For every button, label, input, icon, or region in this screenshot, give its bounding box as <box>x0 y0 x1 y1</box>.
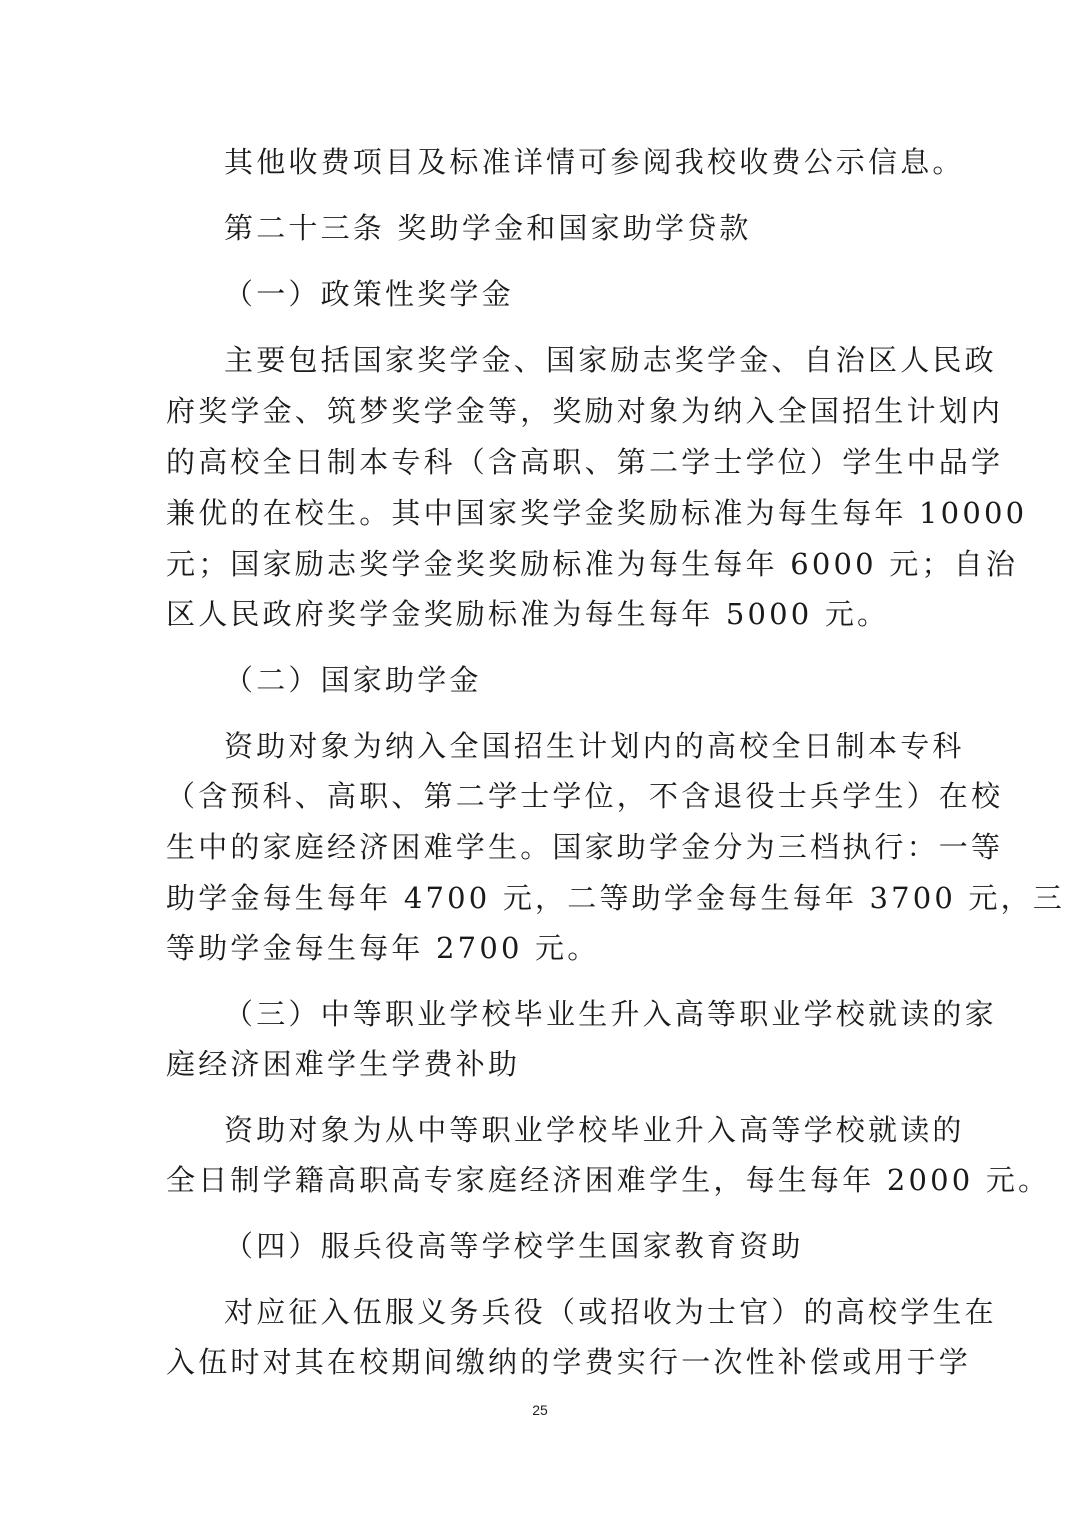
section-heading: （四）服兵役高等学校学生国家教育资助 <box>224 1229 804 1263</box>
text-line: 助学金每生每年 4700 元，二等助学金每生每年 3700 元，三 <box>166 881 1066 915</box>
section-heading: （三）中等职业学校毕业生升入高等职业学校就读的家 <box>224 997 997 1031</box>
text-line: 兼优的在校生。其中国家奖学金奖励标准为每生每年 10000 <box>166 496 1028 530</box>
text-line: 等助学金每生每年 2700 元。 <box>166 931 600 965</box>
text-line: 元；国家励志奖学金奖奖励标准为每生每年 6000 元；自治 <box>166 547 1019 581</box>
text-line: 主要包括国家奖学金、国家励志奖学金、自治区人民政 <box>224 343 997 377</box>
text-line: 其他收费项目及标准详情可参阅我校收费公示信息。 <box>224 145 965 179</box>
text-line: 全日制学籍高职高专家庭经济困难学生，每生每年 2000 元。 <box>166 1163 1051 1197</box>
text-line: （含预科、高职、第二学士学位，不含退役士兵学生）在校 <box>166 779 1004 813</box>
section-heading: （一）政策性奖学金 <box>224 277 514 311</box>
article-heading: 第二十三条 奖助学金和国家助学贷款 <box>224 211 752 245</box>
text-line: 区人民政府奖学金奖励标准为每生每年 5000 元。 <box>166 597 890 631</box>
text-line: 府奖学金、筑梦奖学金等，奖励对象为纳入全国招生计划内 <box>166 394 1004 428</box>
text-line: 生中的家庭经济困难学生。国家助学金分为三档执行：一等 <box>166 830 1004 864</box>
section-heading: （二）国家助学金 <box>224 663 482 697</box>
text-line: 资助对象为纳入全国招生计划内的高校全日制本专科 <box>224 729 965 763</box>
text-line: 对应征入伍服义务兵役（或招收为士官）的高校学生在 <box>224 1295 997 1329</box>
text-line: 的高校全日制本专科（含高职、第二学士学位）学生中品学 <box>166 445 1004 479</box>
text-line: 入伍时对其在校期间缴纳的学费实行一次性补偿或用于学 <box>166 1345 972 1379</box>
text-line: 资助对象为从中等职业学校毕业升入高等学校就读的 <box>224 1113 965 1147</box>
section-heading: 庭经济困难学生学费补助 <box>166 1047 521 1081</box>
page-number: 25 <box>532 1402 548 1418</box>
